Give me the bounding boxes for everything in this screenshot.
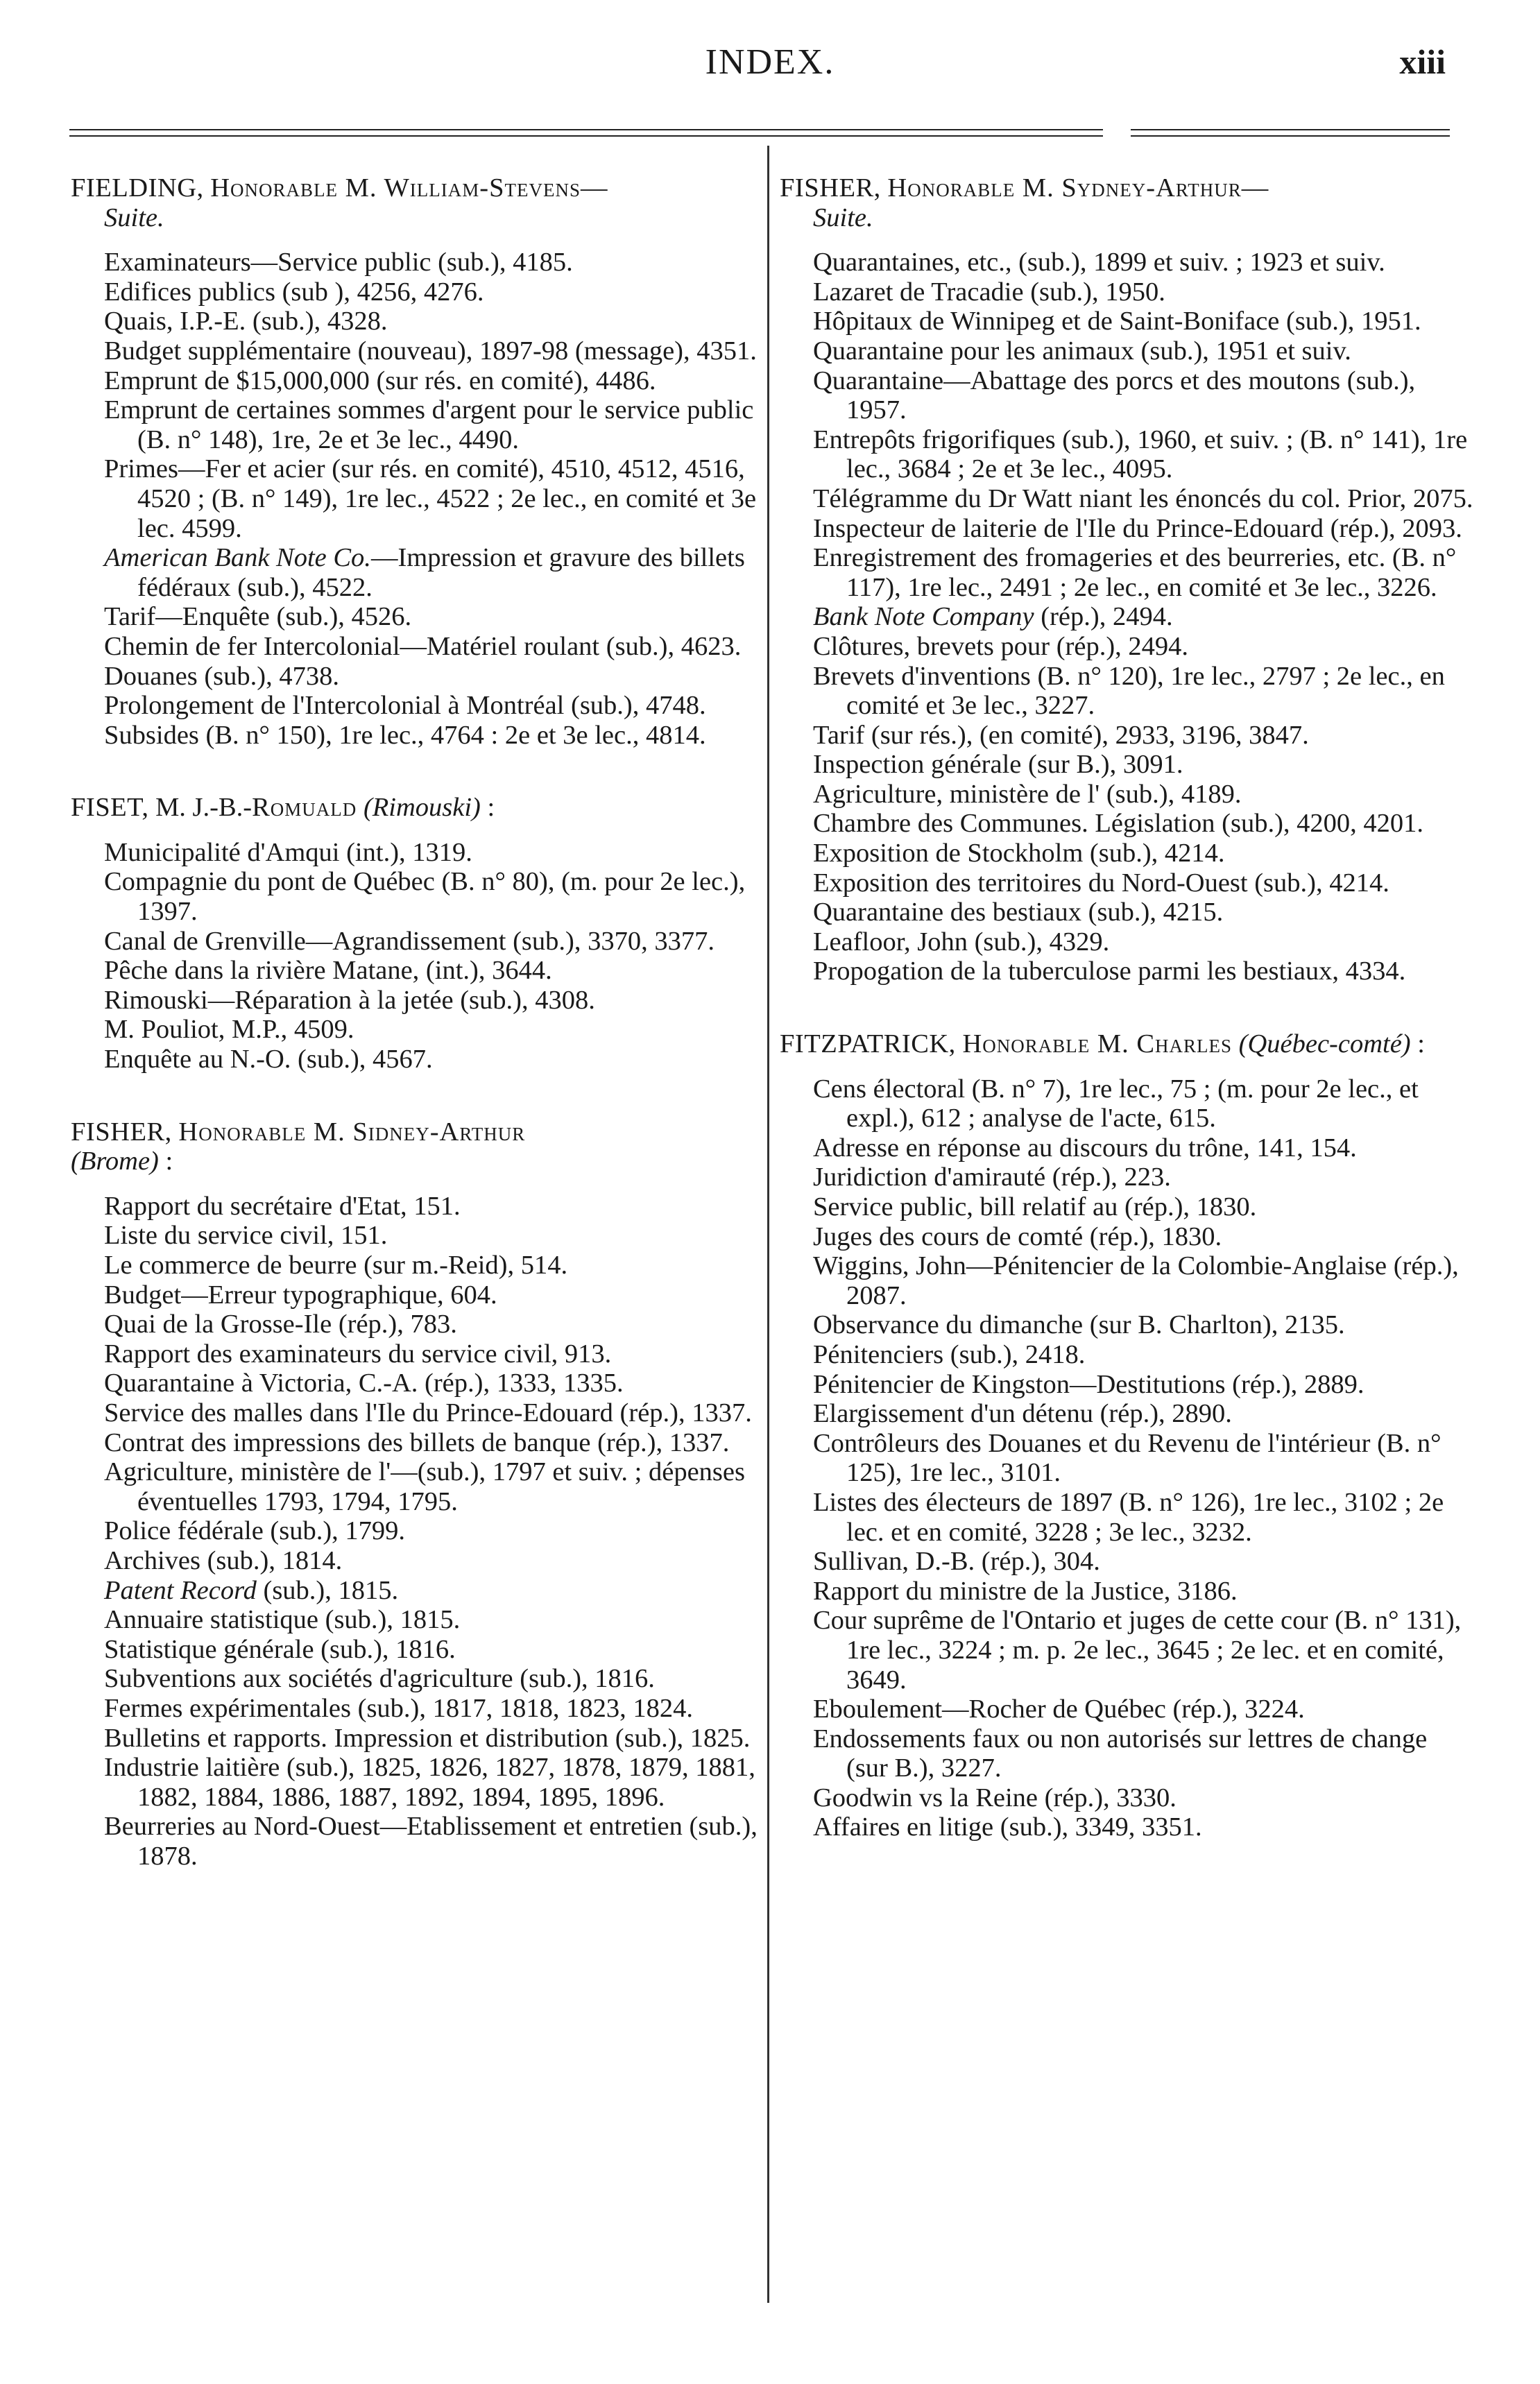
list-item: Wiggins, John—Pénitencier de la Colombie-Anglaise (rép.), 2087. [813,1251,1459,1310]
list-item: Budget—Erreur typographique, 604. [104,1280,497,1310]
list-item: Tarif (sur rés.), (en comité), 2933, 3196, 3847. [813,720,1309,750]
list-item: Juges des cours de comté (rép.), 1830. [813,1221,1222,1251]
list-item: Adresse en réponse au discours du trône, 141, 154. [813,1133,1357,1163]
list-item: Quarantaine à Victoria, C.-A. (rép.), 1333, 1335. [104,1369,624,1398]
list-item: Enquête au N.-O. (sub.), 4567. [104,1045,433,1074]
entry-heading [71,793,758,823]
list-item: Quarantaine pour les animaux (sub.), 1951 et suiv. [813,336,1351,366]
list-item: Listes des électeurs de 1897 (B. n° 126), 1re lec., 3102 ; 2e lec. et en comité, 3228 ; 3e lec., 3232. [813,1487,1444,1547]
list-item: Rapport des examinateurs du service civil, 913. [104,1339,612,1369]
entry-items [71,1192,758,1871]
list-item-italic [71,543,758,602]
list-item-italic [780,602,1473,632]
entry-heading [71,173,758,232]
entry-title-name: Romuald [252,793,357,823]
list-item: Industrie laitière (sub.), 1825, 1826, 1827, 1878, 1879, 1881, 1882, 1884, 1886, 1887, 1892, 1894, 1895, 1896. [104,1753,755,1812]
entry-title-name: Sydney-Arthur— [1061,173,1269,203]
italic-title: Patent Record [104,1575,257,1605]
list-item: Archives (sub.), 1814. [104,1545,343,1575]
list-item: Exposition de Stockholm (sub.), 4214. [813,839,1225,868]
list-item: Propogation de la tuberculose parmi les bestiaux, 4334. [813,957,1406,986]
page-header [0,42,1540,97]
italic-rest: (rép.), 2494. [1034,602,1173,632]
entry-items [780,248,1473,986]
list-item: Compagnie du pont de Québec (B. n° 80), (m. pour 2e lec.), 1397. [104,867,746,927]
entry-riding: (Québec-comté) [1238,1029,1411,1059]
list-item-italic [71,1576,758,1606]
list-item: Rimouski—Réparation à la jetée (sub.), 4308. [104,985,595,1015]
list-item: Service des malles dans l'Ile du Prince-Edouard (rép.), 1337. [104,1398,752,1427]
header-rule-left [69,129,1103,137]
list-item: Lazaret de Tracadie (sub.), 1950. [813,277,1165,307]
list-item: Brevets d'inventions (B. n° 120), 1re lec., 2797 ; 2e lec., en comité et 3e lec., 3227. [813,661,1445,721]
list-item: Police fédérale (sub.), 1799. [104,1516,406,1546]
list-item: Budget supplémentaire (nouveau), 1897-98 (message), 4351. [104,336,757,366]
list-item: Subventions aux sociétés d'agriculture (sub.), 1816. [104,1664,655,1694]
entry-riding: (Rimouski) [363,793,481,823]
list-item: Eboulement—Rocher de Québec (rép.), 3224. [813,1695,1305,1724]
list-item: Quais, I.P.-E. (sub.), 4328. [104,307,388,336]
list-item: Bulletins et rapports. Impression et distribution (sub.), 1825. [104,1723,751,1753]
entry-name: FISET, [71,793,149,823]
entry-title-prefix: Honorable M. [210,173,384,203]
entry-title-prefix: Honorable M. [178,1117,353,1147]
list-item: Quarantaines, etc., (sub.), 1899 et suiv. ; 1923 et suiv. [813,248,1385,277]
entry-items [71,248,758,750]
entry-items [780,1074,1473,1842]
entry-riding-suffix: : [1410,1029,1425,1059]
entry-riding: (Brome) [71,1147,159,1176]
index-entry-fitzpatrick [780,1029,1473,1842]
list-item: Télégramme du Dr Watt niant les énoncés du col. Prior, 2075. [813,483,1473,513]
list-item: Cour suprême de l'Ontario et juges de cette cour (B. n° 131), 1re lec., 3224 ; m. p. 2e lec., 3645 ; 2e lec. et en comité, 3649. [813,1606,1462,1695]
left-column [71,173,758,1914]
index-entry-fisher-brome [71,1117,758,1871]
index-entry-fisher-suite [780,173,1473,986]
list-item: Clôtures, brevets pour (rép.), 2494. [813,631,1189,661]
column-divider [767,146,769,2303]
entry-heading [780,173,1473,232]
list-item: Emprunt de certaines sommes d'argent pour le service public (B. n° 148), 1re, 2e et 3e lec., 4490. [104,395,754,454]
list-item: Le commerce de beurre (sur m.-Reid), 514. [104,1251,568,1280]
italic-title: American Bank Note Co. [104,543,371,573]
entry-title-name: William-Stevens— [384,173,608,203]
index-entry-fielding [71,173,758,750]
list-item: Contrôleurs des Douanes et du Revenu de l'intérieur (B. n° 125), 1re lec., 3101. [813,1428,1441,1488]
list-item: Pénitenciers (sub.), 2418. [813,1339,1086,1369]
list-item: Juridiction d'amirauté (rép.), 223. [813,1163,1171,1192]
list-item: Cens électoral (B. n° 7), 1re lec., 75 ; (m. pour 2e lec., et expl.), 612 ; analyse de l'acte, 615. [813,1074,1419,1133]
entry-name: FISHER, [71,1117,172,1147]
list-item: Sullivan, D.-B. (rép.), 304. [813,1547,1100,1577]
running-title: INDEX. [705,42,835,82]
list-item: Examinateurs—Service public (sub.), 4185. [104,248,573,277]
list-item: Subsides (B. n° 150), 1re lec., 4764 : 2e et 3e lec., 4814. [104,720,706,750]
entry-title-prefix: M. J.-B.- [155,793,253,823]
list-item: M. Pouliot, M.P., 4509. [104,1015,354,1045]
entry-heading [71,1117,758,1176]
right-column [780,173,1473,1885]
entry-title-name: Sidney-Arthur [352,1117,526,1147]
list-item: Chambre des Communes. Législation (sub.), 4200, 4201. [813,809,1424,839]
list-item: Inspection générale (sur B.), 3091. [813,750,1183,780]
entry-suite: Suite. [104,203,164,232]
list-item: Annuaire statistique (sub.), 1815. [104,1605,461,1635]
list-item: Quarantaine—Abattage des porcs et des moutons (sub.), 1957. [813,366,1416,425]
list-item: Goodwin vs la Reine (rép.), 3330. [813,1783,1177,1812]
entry-title-prefix: Honorable M. [962,1029,1137,1059]
list-item: Endossements faux ou non autorisés sur lettres de change (sur B.), 3227. [813,1724,1428,1783]
list-item: Liste du service civil, 151. [104,1221,388,1251]
list-item: Leafloor, John (sub.), 4329. [813,927,1110,957]
index-entry-fiset [71,793,758,1074]
list-item: Entrepôts frigorifiques (sub.), 1960, et suiv. ; (B. n° 141), 1re lec., 3684 ; 2e et 3e lec., 4095. [813,425,1468,484]
entry-riding-suffix: : [480,793,495,823]
list-item: Pêche dans la rivière Matane, (int.), 3644. [104,956,552,986]
entry-name: FITZPATRICK, [780,1029,956,1059]
list-item: Beurreries au Nord-Ouest—Etablissement et entretien (sub.), 1878. [104,1812,758,1871]
list-item: Prolongement de l'Intercolonial à Montréal (sub.), 4748. [104,691,706,721]
list-item: Fermes expérimentales (sub.), 1817, 1818, 1823, 1824. [104,1693,693,1723]
entry-heading [780,1029,1473,1059]
list-item: Primes—Fer et acier (sur rés. en comité), 4510, 4512, 4516, 4520 ; (B. n° 149), 1re lec., 4522 ; 2e lec., en comité et 3e lec. 4599. [104,454,757,543]
list-item: Inspecteur de laiterie de l'Ile du Prince-Edouard (rép.), 2093. [813,513,1462,543]
list-item: Rapport du ministre de la Justice, 3186. [813,1576,1238,1606]
list-item: Enregistrement des fromageries et des beurreries, etc. (B. n° 117), 1re lec., 2491 ; 2e lec., en comité et 3e lec., 3226. [813,543,1457,602]
entry-title-name: Charles [1136,1029,1233,1059]
italic-rest: (sub.), 1815. [256,1575,399,1605]
list-item: Agriculture, ministère de l' (sub.), 4189. [813,779,1242,809]
list-item: Chemin de fer Intercolonial—Matériel roulant (sub.), 4623. [104,631,742,661]
list-item: Affaires en litige (sub.), 3349, 3351. [813,1812,1202,1842]
list-item: Hôpitaux de Winnipeg et de Saint-Boniface (sub.), 1951. [813,307,1421,336]
italic-rest: —Impression et gravure des billets fédéraux (sub.), 4522. [137,543,745,602]
list-item: Canal de Grenville—Agrandissement (sub.), 3370, 3377. [104,926,715,956]
list-item: Statistique générale (sub.), 1816. [104,1634,456,1664]
list-item: Edifices publics (sub ), 4256, 4276. [104,277,484,307]
list-item: Contrat des impressions des billets de banque (rép.), 1337. [104,1427,730,1457]
list-item: Municipalité d'Amqui (int.), 1319. [104,837,472,867]
list-item: Service public, bill relatif au (rép.), 1830. [813,1192,1257,1221]
italic-title: Bank Note Company [813,602,1034,632]
header-rule-right [1131,129,1450,137]
entry-title-prefix: Honorable M. [887,173,1062,203]
list-item: Pénitencier de Kingston—Destitutions (rép.), 2889. [813,1369,1364,1399]
entry-suite: Suite. [813,203,873,232]
list-item: Elargissement d'un détenu (rép.), 2890. [813,1399,1232,1429]
list-item: Douanes (sub.), 4738. [104,661,339,691]
entry-items [71,838,758,1074]
page-number: xiii [1399,42,1446,81]
list-item: Observance du dimanche (sur B. Charlton), 2135. [813,1310,1345,1340]
list-item: Emprunt de $15,000,000 (sur rés. en comité), 4486. [104,366,656,395]
entry-name: FISHER, [780,173,881,203]
list-item: Agriculture, ministère de l'—(sub.), 1797 et suiv. ; dépenses éventuelles 1793, 1794, 1795. [104,1457,745,1516]
list-item: Quai de la Grosse-Ile (rép.), 783. [104,1310,457,1339]
entry-name: FIELDING, [71,173,204,203]
list-item: Tarif—Enquête (sub.), 4526. [104,602,412,632]
list-item: Rapport du secrétaire d'Etat, 151. [104,1191,461,1221]
entry-riding-suffix: : [158,1147,173,1176]
list-item: Exposition des territoires du Nord-Ouest (sub.), 4214. [813,868,1389,898]
list-item: Quarantaine des bestiaux (sub.), 4215. [813,898,1224,927]
